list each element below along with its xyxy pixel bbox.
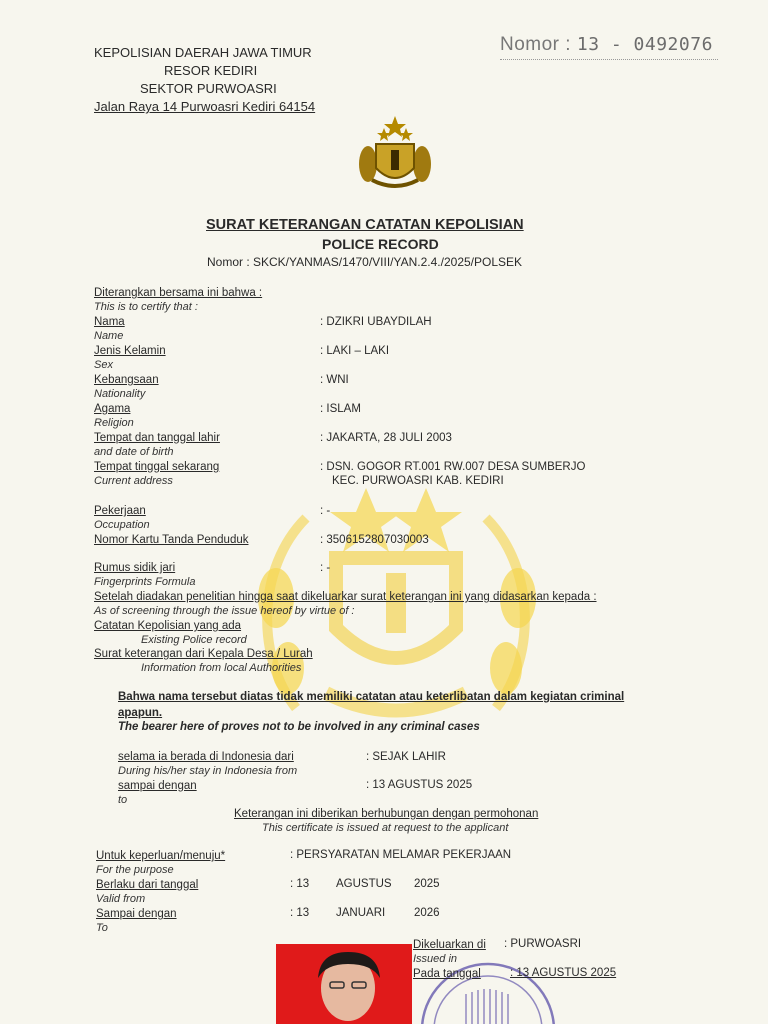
stay-from-value: : SEJAK LAHIR — [366, 751, 446, 763]
occupation-label: Pekerjaan — [94, 505, 146, 517]
sex-sub: Sex — [94, 359, 113, 371]
issued-at-label: Dikeluarkan di — [413, 939, 486, 951]
stay-from-sub: During his/her stay in Indonesia from — [118, 765, 298, 777]
valid-to-sub: To — [96, 922, 108, 934]
valid-from-sub: Valid from — [96, 893, 146, 905]
occupation-value: : - — [320, 505, 331, 517]
issued-on-value: : 13 AGUSTUS 2025 — [510, 967, 617, 979]
issued-at-value: : PURWOASRI — [504, 938, 582, 950]
valid-to-label: Sampai dengan — [96, 908, 177, 920]
valid-from-year: 2025 — [414, 878, 440, 890]
intro-sub: This is to certify that : — [94, 301, 198, 313]
header-line-1: KEPOLISIAN DAERAH JAWA TIMUR — [94, 45, 312, 60]
screening-line-en: As of screening through the issue hereof by virtue of : — [94, 605, 355, 617]
address-value-line-2: KEC. PURWOASRI KAB. KEDIRI — [332, 475, 504, 487]
purpose-sub: For the purpose — [96, 864, 174, 876]
screening-line: Setelah diadakan penelitian hingga saat dikeluarkar surat keterangan ini yang didasarkan kepada : — [94, 591, 597, 603]
document-number-label: Nomor : — [500, 34, 572, 55]
valid-from-label: Berlaku dari tanggal — [96, 879, 199, 891]
header-line-3: SEKTOR PURWOASRI — [140, 81, 277, 96]
valid-to-month: JANUARI — [336, 907, 386, 919]
address-value-line-1: : DSN. GOGOR RT.001 RW.007 DESA SUMBERJO — [320, 461, 586, 473]
birth-label: Tempat dan tanggal lahir — [94, 432, 220, 444]
purpose-label: Untuk keperluan/menuju* — [96, 850, 226, 862]
issued-on-label: Pada tanggal — [413, 968, 481, 980]
name-label: Nama — [94, 316, 125, 328]
screening-item-2: Surat keterangan dari Kepala Desa / Lurah — [94, 648, 313, 660]
document-reference-number: Nomor : SKCK/YANMAS/1470/VIII/YAN.2.4./2025/POLSEK — [207, 255, 523, 269]
intro-label: Diterangkan bersama ini bahwa : — [94, 287, 263, 299]
name-value: : DZIKRI UBAYDILAH — [320, 316, 432, 328]
stay-to-label: sampai dengan — [118, 780, 197, 792]
request-en: This certificate is issued at request to the applicant — [262, 822, 509, 834]
valid-to-day: : 13 — [290, 907, 310, 919]
address-sub: Current address — [94, 475, 173, 487]
birth-sub: and date of birth — [94, 446, 174, 458]
address-label: Tempat tinggal sekarang — [94, 461, 220, 473]
document-title: SURAT KETERANGAN CATATAN KEPOLISIAN — [206, 217, 524, 233]
id-card-label: Nomor Kartu Tanda Penduduk — [94, 534, 249, 546]
occupation-sub: Occupation — [94, 519, 150, 531]
birth-value: : JAKARTA, 28 JULI 2003 — [320, 432, 452, 444]
screening-item-2-en: Information from local Authorities — [141, 662, 302, 674]
valid-to-year: 2026 — [414, 907, 440, 919]
nationality-sub: Nationality — [94, 388, 146, 400]
statement-line-2: apapun. — [118, 707, 163, 719]
stay-to-value: : 13 AGUSTUS 2025 — [366, 779, 473, 791]
document-number-top — [500, 34, 713, 56]
fingerprint-value: : - — [320, 562, 331, 574]
valid-from-month: AGUSTUS — [336, 878, 392, 890]
sex-value: : LAKI – LAKI — [320, 345, 390, 357]
religion-value: : ISLAM — [320, 403, 361, 415]
document-title-english: POLICE RECORD — [322, 236, 439, 252]
stay-from-label: selama ia berada di Indonesia dari — [118, 751, 294, 763]
fingerprint-sub: Fingerprints Formula — [94, 576, 196, 588]
issued-at-sub: Issued in — [413, 953, 458, 965]
fingerprint-label: Rumus sidik jari — [94, 562, 176, 574]
religion-sub: Religion — [94, 417, 134, 429]
sex-label: Jenis Kelamin — [94, 345, 166, 357]
religion-label: Agama — [94, 403, 131, 415]
name-sub: Name — [94, 330, 124, 342]
purpose-value: : PERSYARATAN MELAMAR PEKERJAAN — [290, 849, 512, 861]
screening-item-1-en: Existing Police record — [141, 634, 247, 646]
id-card-value: : 3506152807030003 — [320, 534, 429, 546]
statement-en: The bearer here of proves not to be involved in any criminal cases — [118, 721, 480, 733]
screening-item-1: Catatan Kepolisian yang ada — [94, 620, 242, 632]
request-line: Keterangan ini diberikan berhubungan dengan permohonan — [234, 808, 539, 820]
nationality-value: : WNI — [320, 374, 349, 386]
valid-from-day: : 13 — [290, 878, 310, 890]
header-address: Jalan Raya 14 Purwoasri Kediri 64154 — [94, 99, 316, 114]
document-number-value: 13 - 0492076 — [576, 34, 713, 55]
header-line-2: RESOR KEDIRI — [164, 63, 258, 78]
statement-line-1: Bahwa nama tersebut diatas tidak memiliki catatan atau keterlibatan dalam kegiatan criminal — [118, 691, 625, 703]
nationality-label: Kebangsaan — [94, 374, 159, 386]
number-underline — [500, 59, 718, 60]
police-emblem-icon — [354, 114, 436, 190]
stay-to-sub: to — [118, 794, 128, 806]
